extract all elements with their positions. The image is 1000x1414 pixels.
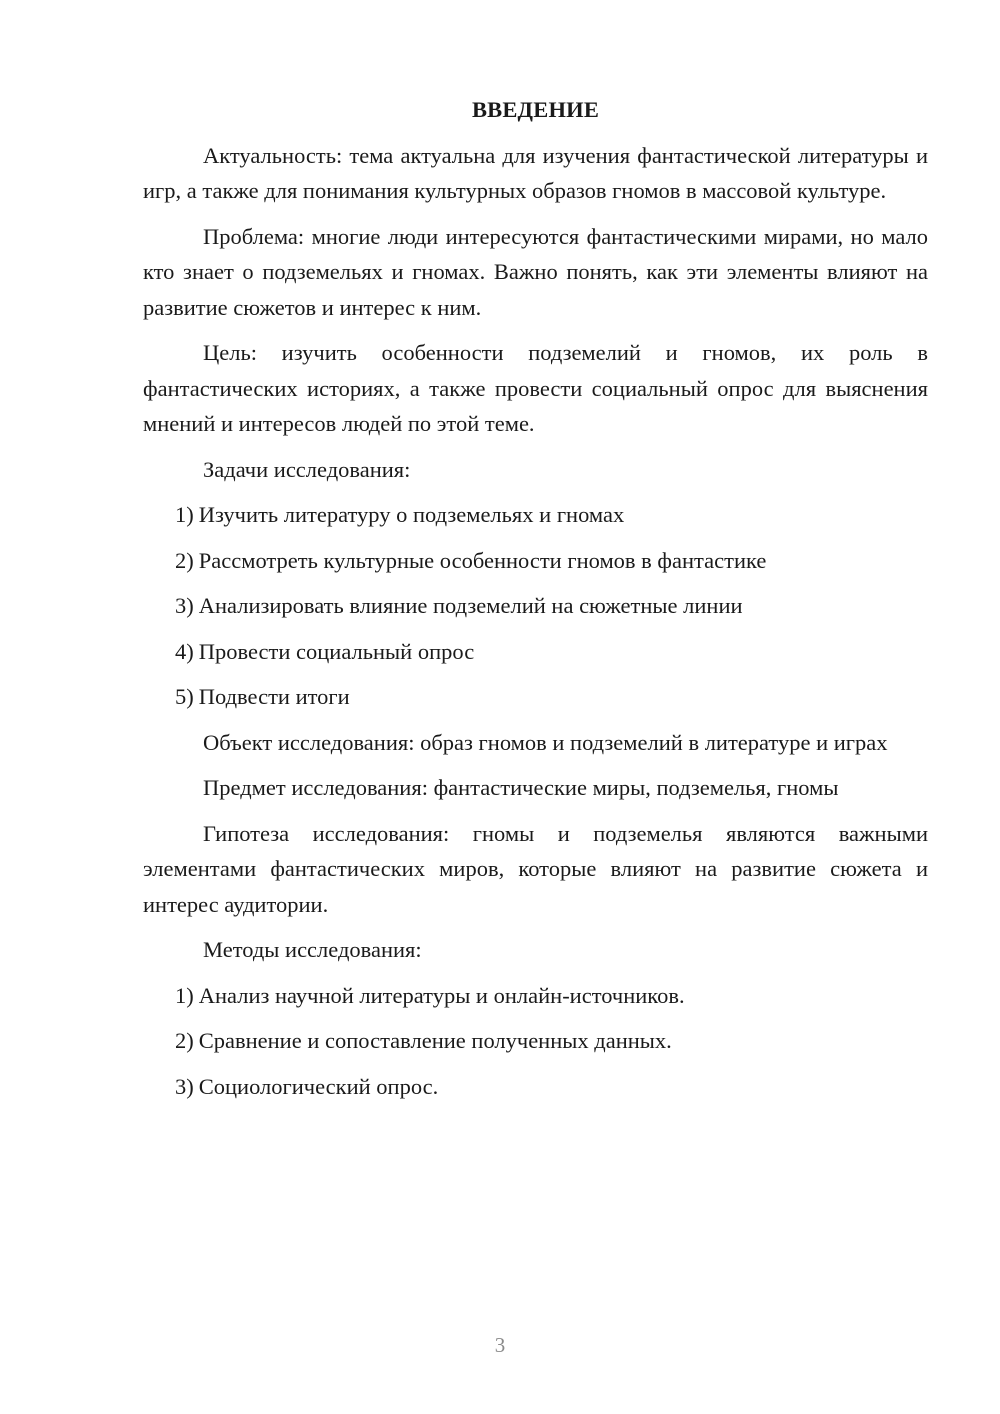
list-item-number: 5) [175, 684, 194, 709]
list-item-text: Подвести итоги [198, 684, 350, 709]
methods-heading: Методы исследования: [203, 937, 422, 962]
hypothesis-paragraph: Гипотеза исследования: гномы и подземелья являются важными элементами фантастических миров, которые влияют на развитие сюжета и интерес аудитории. [143, 820, 928, 917]
list-item-number: 3) [175, 593, 194, 618]
list-item [143, 497, 928, 533]
relevance-paragraph: Актуальность: тема актуальна для изучения фантастической литературы и игр, а также для понимания культурных образов гномов в массовой культуре. [143, 142, 928, 203]
page-number: 3 [494, 1333, 506, 1357]
list-item [143, 1023, 928, 1059]
list-item-text: Провести социальный опрос [198, 638, 475, 664]
list-item-number: 1) [175, 502, 194, 527]
list-item-text: Рассмотреть культурные особенности гномов в фантастике [198, 547, 767, 573]
list-item-number: 3) [175, 1073, 194, 1099]
goal-paragraph: Цель: изучить особенности подземелий и гномов, их роль в фантастических историях, а также провести социальный опрос для выяснения мнений и интересов людей по этой теме. [143, 340, 928, 436]
list-item-text: Социологический опрос. [198, 1073, 439, 1099]
list-item [143, 634, 928, 670]
list-item-number: 4) [175, 638, 194, 664]
subject-paragraph: Предмет исследования: фантастические миры, подземелья, гномы [203, 775, 839, 800]
list-item-text: Изучить литературу о подземельях и гномах [198, 502, 625, 527]
list-item [143, 1069, 928, 1105]
list-item-text: Анализировать влияние подземелий на сюжетные линии [198, 593, 743, 618]
list-item [143, 543, 928, 579]
problem-paragraph: Проблема: многие люди интересуются фантастическими мирами, но мало кто знает о подземельях и гномах. Важно понять, как эти элементы влияют на развитие сюжетов и интерес к ним. [143, 223, 928, 320]
list-item-number: 2) [175, 547, 194, 573]
methods-list [143, 978, 928, 1105]
object-paragraph: Объект исследования: образ гномов и подземелий в литературе и играх [203, 729, 888, 755]
list-item-text: Сравнение и сопоставление полученных данных. [198, 1028, 672, 1053]
list-item-number: 1) [175, 982, 194, 1008]
document-page [143, 92, 928, 1114]
list-item [143, 978, 928, 1014]
list-item [143, 679, 928, 715]
tasks-heading: Задачи исследования: [203, 456, 411, 482]
list-item-number: 2) [175, 1028, 194, 1053]
tasks-list [143, 497, 928, 715]
list-item [143, 588, 928, 624]
list-item-text: Анализ научной литературы и онлайн-источников. [198, 982, 685, 1008]
page-title: ВВЕДЕНИЕ [471, 97, 600, 122]
